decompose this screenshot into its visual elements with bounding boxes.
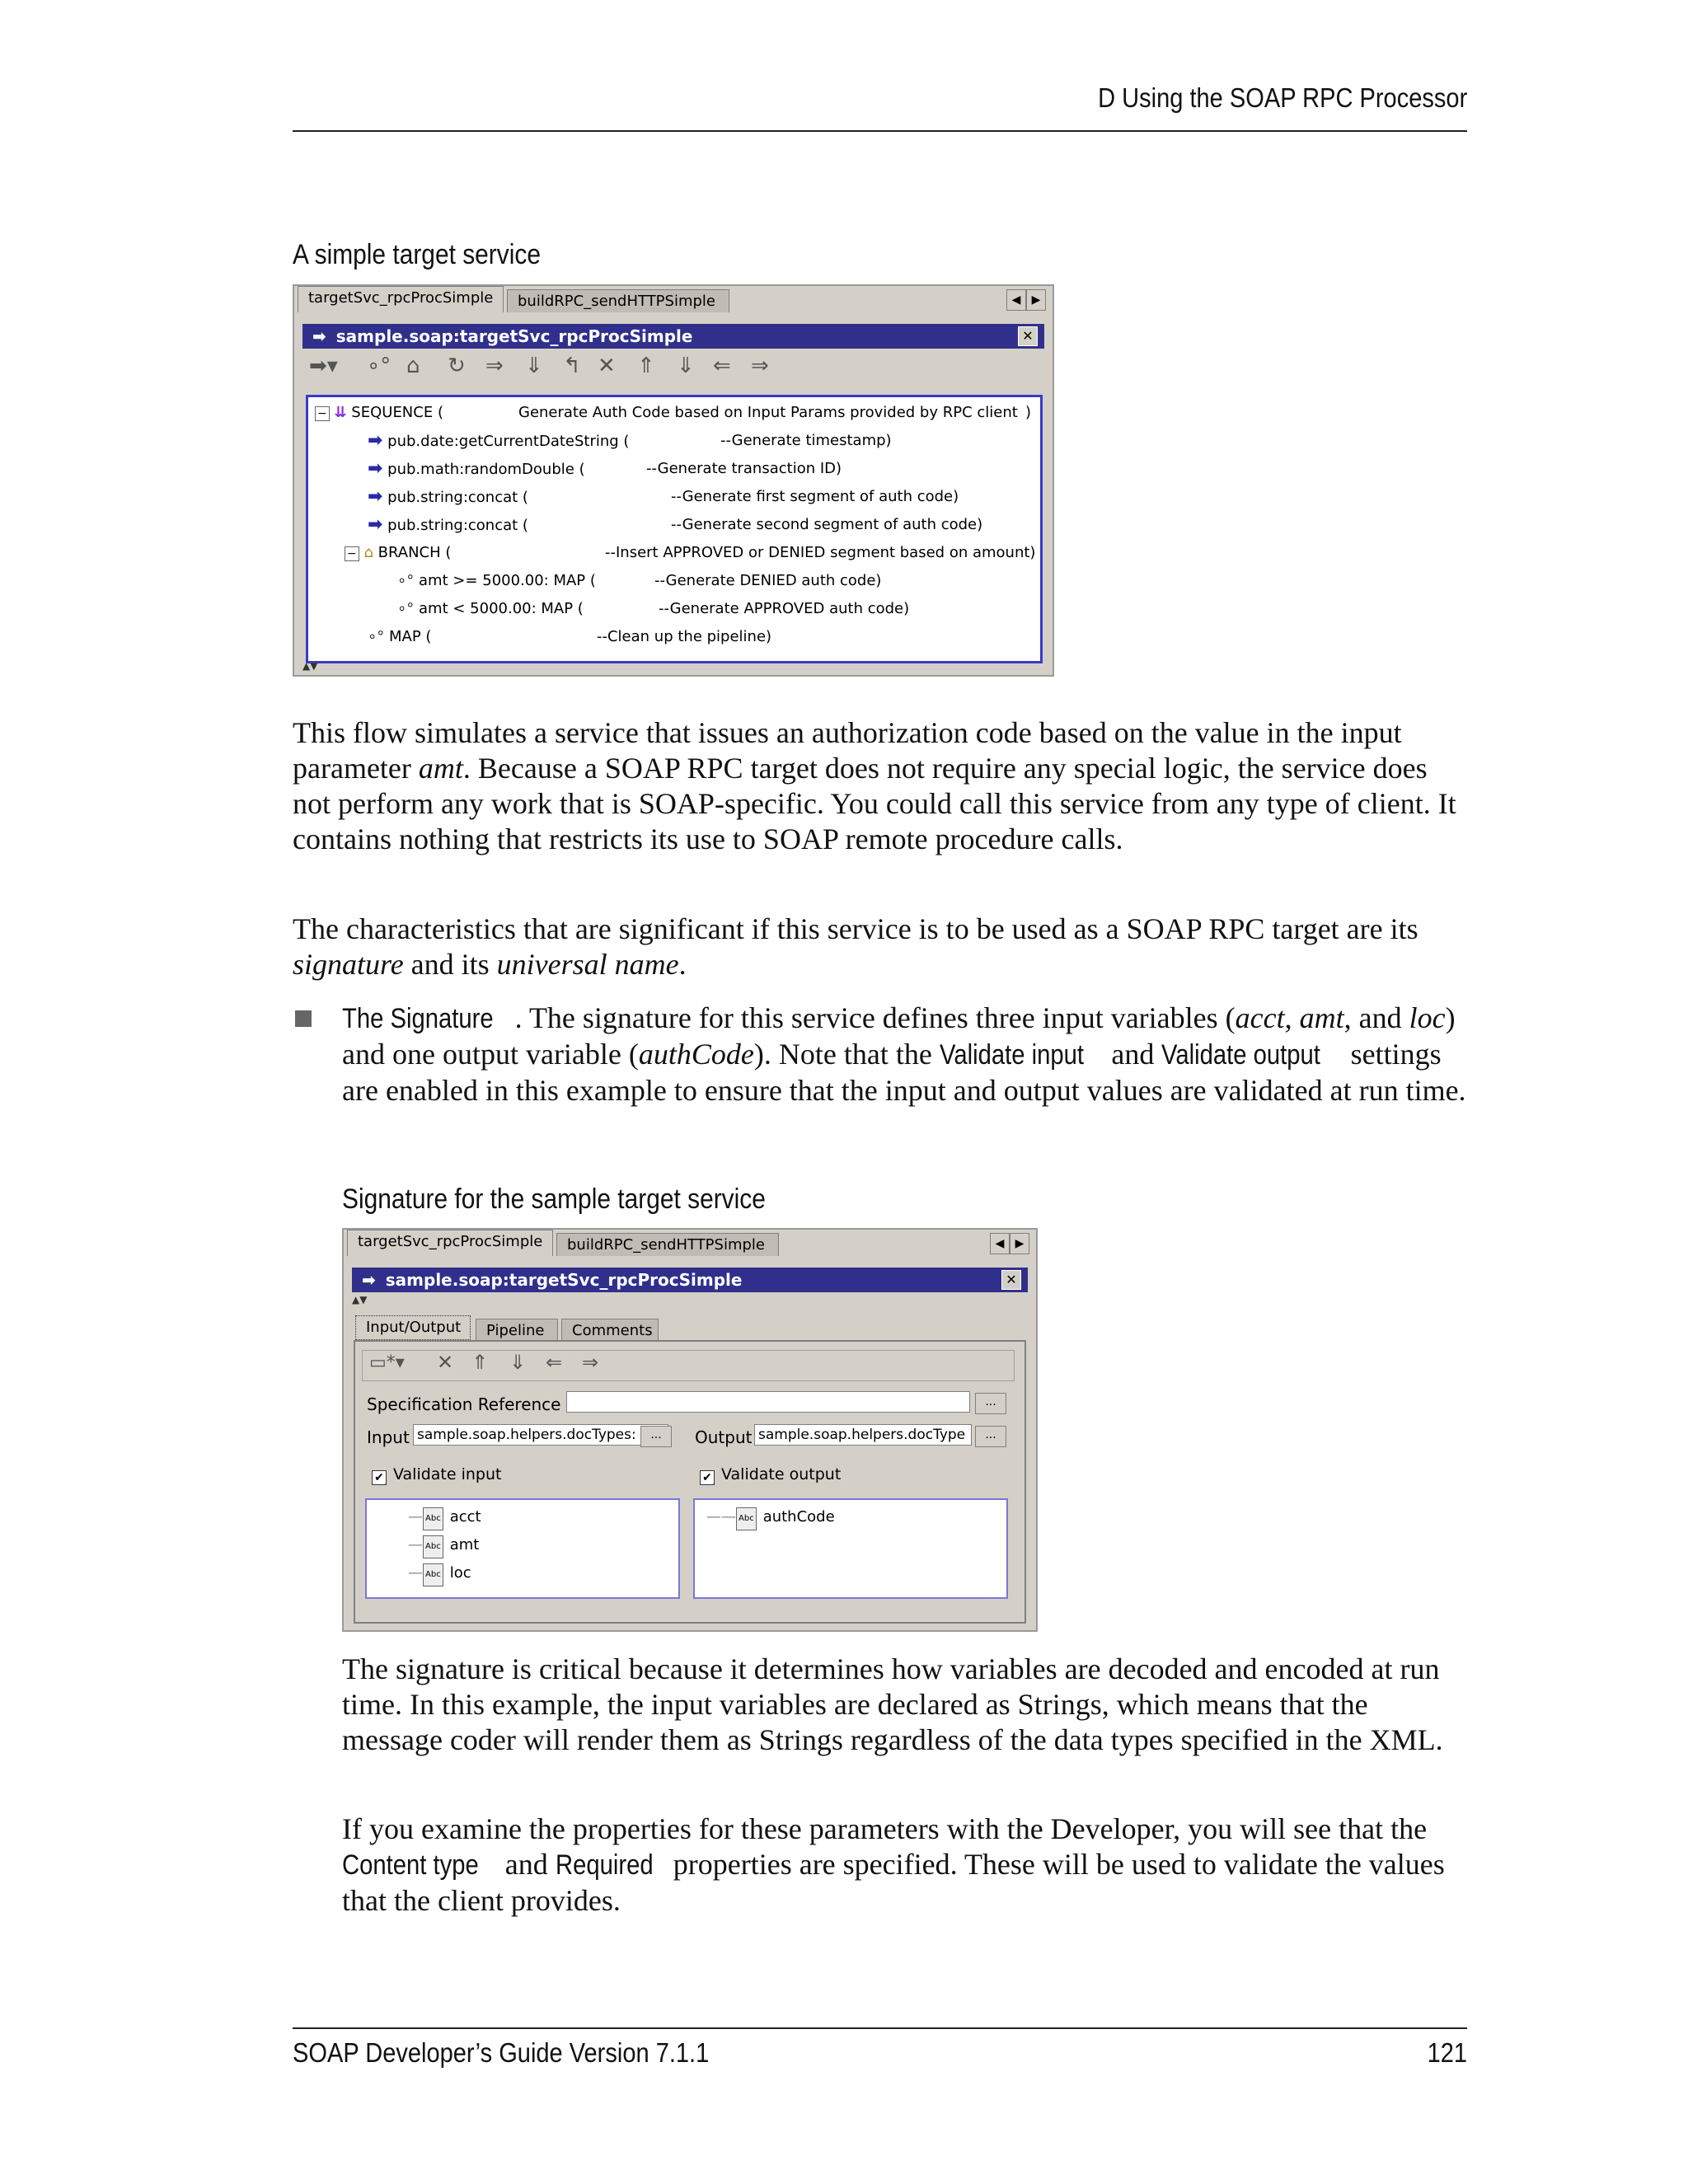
tree-row-step[interactable] (368, 514, 528, 537)
editor-titlebar (352, 1268, 1028, 1292)
move-down-icon[interactable]: ⇓ (509, 1351, 527, 1374)
collapse-icon[interactable]: − (345, 546, 359, 561)
tree-row-step[interactable] (368, 486, 528, 509)
editor-title: sample.soap:targetSvc_rpcProcSimple (385, 1270, 743, 1290)
flow-arrow-icon: ➡ (312, 326, 326, 346)
map-icon: ∘° (397, 600, 415, 617)
insert-step-icon[interactable]: ➡▾ (309, 354, 338, 378)
tree-comment: --Generate timestamp) (720, 432, 892, 449)
sequence-icon: ⇊ (334, 404, 347, 421)
flow-toolbar (309, 354, 1034, 383)
splitter-arrows-icon[interactable]: ▲▼ (302, 660, 318, 672)
editor-titlebar (302, 324, 1044, 349)
output-var-row[interactable]: —— Abc authCode (706, 1507, 835, 1530)
tree-label: pub.string:concat ( (387, 489, 528, 506)
input-var-row[interactable]: — Abc amt (408, 1535, 479, 1558)
string-icon: Abc (423, 1535, 443, 1558)
editor-title: sample.soap:targetSvc_rpcProcSimple (335, 326, 693, 346)
promote-icon[interactable]: ⇐ (546, 1351, 563, 1374)
delete-icon[interactable]: ✕ (598, 354, 616, 378)
invoke-icon: ➡ (368, 458, 383, 479)
output-vars-tree (693, 1498, 1008, 1599)
new-field-icon[interactable]: ▭*▾ (369, 1352, 405, 1373)
tree-comment: --Generate APPROVED auth code) (659, 600, 910, 617)
delete-icon[interactable]: ✕ (437, 1351, 454, 1374)
bullet-signature: The Signature . The signature for this service defines three input variables (acct, amt, and loc) and one output variable (authCode). Note that the Validate input and Validate output settings are enabled in this example to ensure that the input and output values are validated at run time. (342, 1001, 1466, 1107)
header-rule (293, 130, 1467, 132)
scroll-right-icon[interactable]: ▶ (1010, 1233, 1029, 1254)
exit-icon[interactable]: ⇓ (525, 354, 543, 378)
io-panel (354, 1340, 1026, 1624)
tree-label: pub.string:concat ( (387, 517, 528, 534)
spec-browse-button[interactable]: ... (975, 1393, 1006, 1414)
input-browse-button[interactable]: ... (640, 1426, 672, 1447)
paragraph-3: The signature is critical because it determines how variables are decoded and encoded at run time. In this example, the input variables are declared as Strings, which means that the message coder will render them as Strings regardless of the data types specified in the XML. (342, 1652, 1443, 1756)
return-icon[interactable]: ↰ (563, 354, 581, 378)
tree-comment: --Insert APPROVED or DENIED segment based on amount) (605, 544, 1036, 561)
tree-label: pub.date:getCurrentDateString ( (387, 433, 630, 450)
tree-row-sequence[interactable] (315, 402, 443, 424)
input-var-row[interactable]: — Abc loc (408, 1563, 471, 1586)
invoke-icon: ➡ (368, 430, 383, 451)
tree-row-map[interactable] (397, 570, 596, 592)
tree-row-branch[interactable] (345, 542, 451, 565)
move-up-icon[interactable]: ⇑ (637, 354, 655, 378)
tab-buildrpc[interactable]: buildRPC_sendHTTPSimple (507, 289, 729, 312)
splitter-arrows-icon[interactable]: ▲▼ (352, 1294, 368, 1305)
tree-comment: --Generate first segment of auth code) (671, 488, 959, 505)
input-field[interactable]: sample.soap.helpers.docTypes: (413, 1424, 668, 1446)
input-vars-tree (365, 1498, 680, 1599)
string-icon: Abc (423, 1507, 443, 1530)
string-icon: Abc (423, 1563, 443, 1586)
tree-row-step[interactable] (368, 430, 629, 452)
branch-icon: ⌂ (363, 544, 373, 561)
tree-label: amt < 5000.00: MAP ( (419, 600, 584, 617)
subtab-input-output[interactable]: Input/Output (355, 1315, 471, 1340)
tree-label: BRANCH ( (377, 544, 452, 561)
collapse-icon[interactable]: − (315, 406, 330, 421)
tab-targetsvc[interactable]: targetSvc_rpcProcSimple (347, 1230, 553, 1256)
validate-output-checkbox[interactable]: ✔ Validate output (700, 1465, 841, 1485)
scroll-left-icon[interactable]: ◀ (990, 1233, 1010, 1254)
demote-icon[interactable]: ⇒ (751, 354, 769, 378)
footer-title: SOAP Developer’s Guide Version 7.1.1 (293, 2037, 710, 2068)
figure1-window (293, 284, 1054, 677)
flow-tree (306, 395, 1043, 663)
map-icon[interactable]: ∘° (367, 354, 392, 378)
invoke-icon: ➡ (368, 486, 383, 507)
paragraph-1: This flow simulates a service that issues an authorization code based on the value in the input parameter amt. Because a SOAP RPC target does not require any special logic, the service does not perform any work that is SOAP-specific. You could call this service from any type of client. It contains nothing that restricts its use to SOAP remote procedure calls. (293, 716, 1456, 855)
tree-label: amt >= 5000.00: MAP ( (419, 572, 596, 589)
tab-targetsvc[interactable]: targetSvc_rpcProcSimple (298, 286, 504, 312)
branch-icon[interactable]: ⌂ (406, 354, 420, 378)
tree-label: SEQUENCE ( (351, 404, 443, 421)
spec-reference-label: Specification Reference (367, 1394, 561, 1414)
move-down-icon[interactable]: ⇓ (677, 354, 695, 378)
subtab-pipeline[interactable]: Pipeline (476, 1319, 558, 1340)
demote-icon[interactable]: ⇒ (582, 1351, 599, 1374)
scroll-left-icon[interactable]: ◀ (1006, 289, 1026, 311)
spec-reference-field[interactable] (566, 1391, 970, 1413)
page-number: 121 (1427, 2037, 1467, 2068)
scroll-right-icon[interactable]: ▶ (1026, 289, 1046, 311)
loop-icon[interactable]: ↻ (448, 354, 466, 378)
map-icon: ∘° (397, 572, 415, 589)
input-var-row[interactable]: — Abc acct (408, 1507, 481, 1530)
tree-label: pub.math:randomDouble ( (387, 461, 585, 478)
tree-comment: --Generate DENIED auth code) (654, 572, 882, 589)
output-browse-button[interactable]: ... (975, 1426, 1006, 1447)
figure2-caption: Signature for the sample target service (342, 1183, 766, 1215)
output-label: Output (695, 1427, 753, 1447)
io-toolbar (362, 1350, 1015, 1381)
tree-comment: --Generate transaction ID) (646, 460, 842, 477)
running-header: D Using the SOAP RPC Processor (1097, 82, 1467, 113)
tree-row-map[interactable] (368, 626, 431, 648)
move-up-icon[interactable]: ⇑ (471, 1351, 489, 1374)
tree-row-map[interactable] (397, 598, 584, 620)
input-label: Input (367, 1427, 410, 1447)
tree-label: MAP ( (389, 628, 432, 645)
close-icon[interactable]: ✕ (1001, 1270, 1021, 1290)
tree-comment-close: ) (1025, 404, 1032, 421)
tree-comment: Generate Auth Code based on Input Params provided by RPC client (518, 404, 1018, 421)
close-icon[interactable]: ✕ (1018, 326, 1038, 346)
paragraph-2: The characteristics that are significant if this service is to be used as a SOAP RPC target are its signature and its universal name. (293, 912, 1418, 981)
tab-buildrpc[interactable]: buildRPC_sendHTTPSimple (556, 1233, 779, 1256)
sequence-icon[interactable]: ⇒ (485, 354, 504, 378)
figure2-window (342, 1228, 1038, 1632)
map-icon: ∘° (368, 628, 385, 645)
checkbox-checked-icon[interactable]: ✔ (700, 1470, 715, 1485)
tree-comment: --Generate second segment of auth code) (671, 516, 983, 533)
flow-arrow-icon: ➡ (362, 1270, 376, 1290)
checkbox-checked-icon[interactable]: ✔ (372, 1470, 387, 1485)
bullet-icon (295, 1010, 312, 1027)
tree-comment: --Clean up the pipeline) (597, 628, 772, 645)
subtab-comments[interactable]: Comments (561, 1319, 659, 1340)
string-icon: Abc (736, 1507, 757, 1530)
figure1-caption: A simple target service (293, 239, 541, 270)
output-field[interactable]: sample.soap.helpers.docType (754, 1424, 972, 1446)
tree-row-step[interactable] (368, 458, 585, 480)
promote-icon[interactable]: ⇐ (713, 354, 731, 378)
paragraph-4: If you examine the properties for these parameters with the Developer, you will see that the Content type and Required properties are specified. These will be used to validate the values that the client provides. (342, 1812, 1445, 1917)
validate-input-checkbox[interactable]: ✔ Validate input (372, 1465, 501, 1485)
invoke-icon: ➡ (368, 514, 383, 535)
footer-rule (293, 2027, 1467, 2029)
